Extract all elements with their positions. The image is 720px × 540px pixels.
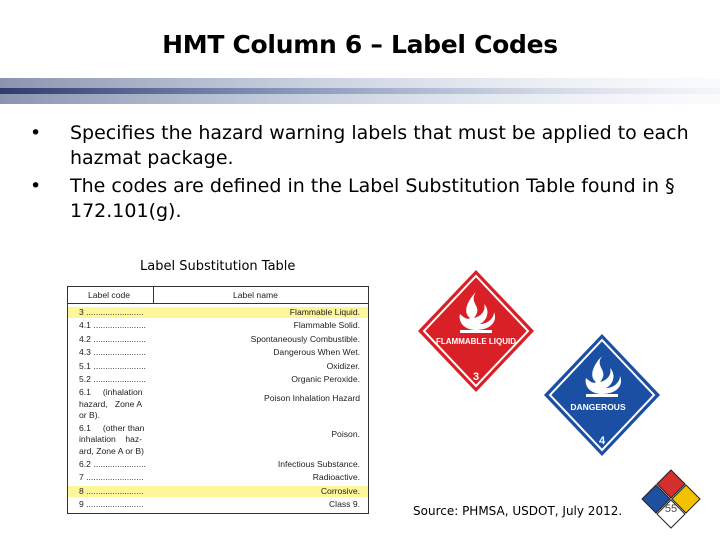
table-header xyxy=(68,287,368,304)
table-caption: Label Substitution Table xyxy=(140,259,296,274)
label-name-cell: Radioactive. xyxy=(312,472,360,483)
bullet-glyph: • xyxy=(30,122,42,144)
label-code-cell: 8 ........................ xyxy=(79,485,144,496)
label-code-cell: 6.1 (inhalation hazard, Zone A or B). xyxy=(79,387,143,420)
label-code-cell: 5.1 ...................... xyxy=(79,360,146,371)
table-row xyxy=(68,387,368,421)
dangerous-when-wet-placard xyxy=(540,330,664,460)
label-name-cell: Flammable Solid. xyxy=(293,320,360,331)
label-name-cell: Infectious Substance. xyxy=(277,459,360,469)
bullet-text: The codes are defined in the Label Substitution Table found in § 172.101(g). xyxy=(70,175,675,222)
label-code-cell: 7 ........................ xyxy=(79,472,144,483)
bullet-item xyxy=(30,174,700,224)
table-row xyxy=(68,361,368,372)
label-name-cell: Class 9. xyxy=(328,499,360,510)
page-number: 55 xyxy=(664,503,678,515)
dangerous-class-number: 4 xyxy=(598,435,606,447)
bullet-glyph: • xyxy=(30,175,42,197)
table-row xyxy=(68,334,368,345)
label-name-cell: Dangerous When Wet. xyxy=(273,347,360,358)
table-row xyxy=(68,347,368,358)
slide-title: HMT Column 6 – Label Codes xyxy=(162,30,558,59)
table-row xyxy=(68,472,368,483)
flammable-class-number: 3 xyxy=(472,371,480,383)
label-name-cell: Flammable Liquid. xyxy=(289,307,360,317)
label-code-cell: 5.2 ...................... xyxy=(79,374,146,384)
table-row xyxy=(68,499,368,510)
flammable-liquid-placard xyxy=(414,266,538,396)
label-name-cell: Corrosive. xyxy=(320,485,360,496)
label-code-cell: 4.1 ...................... xyxy=(79,320,146,331)
source-citation: Source: PHMSA, USDOT, July 2012. xyxy=(413,504,623,518)
header-label-code: Label code xyxy=(88,290,131,300)
table-row xyxy=(68,374,368,385)
title-divider xyxy=(0,78,720,104)
label-name-cell: Organic Peroxide. xyxy=(291,374,360,384)
bullet-item xyxy=(30,121,700,171)
label-name-cell: Poison. xyxy=(331,428,360,439)
table-row xyxy=(68,459,368,470)
table-row xyxy=(68,320,368,331)
label-code-cell: 9 ........................ xyxy=(79,499,144,510)
bullet-list xyxy=(30,121,700,227)
label-name-cell: Poison Inhalation Hazard xyxy=(263,392,360,403)
label-name-cell: Spontaneously Combustible. xyxy=(250,333,360,344)
bullet-text: Specifies the hazard warning labels that must be applied to each hazmat package. xyxy=(70,122,689,169)
label-code-cell: 6.1 (other than inhalation haz- ard, Zone A or B) xyxy=(79,423,145,456)
table-row xyxy=(68,307,368,318)
dangerous-label-text: DANGEROUS xyxy=(570,402,626,412)
table-row xyxy=(68,423,368,457)
label-code-cell: 4.2 ...................... xyxy=(79,333,146,344)
table-row xyxy=(68,486,368,497)
header-label-name: Label name xyxy=(233,290,278,300)
label-name-cell: Oxidizer. xyxy=(326,360,360,371)
label-code-cell: 6.2 ...................... xyxy=(79,459,146,469)
label-substitution-table xyxy=(67,286,369,514)
flammable-label-text: FLAMMABLE LIQUID xyxy=(436,337,516,346)
header-divider xyxy=(153,287,154,303)
hazard-diamond-icon xyxy=(640,468,702,530)
label-code-cell: 3 ........................ xyxy=(79,307,144,317)
label-code-cell: 4.3 ...................... xyxy=(79,347,146,358)
